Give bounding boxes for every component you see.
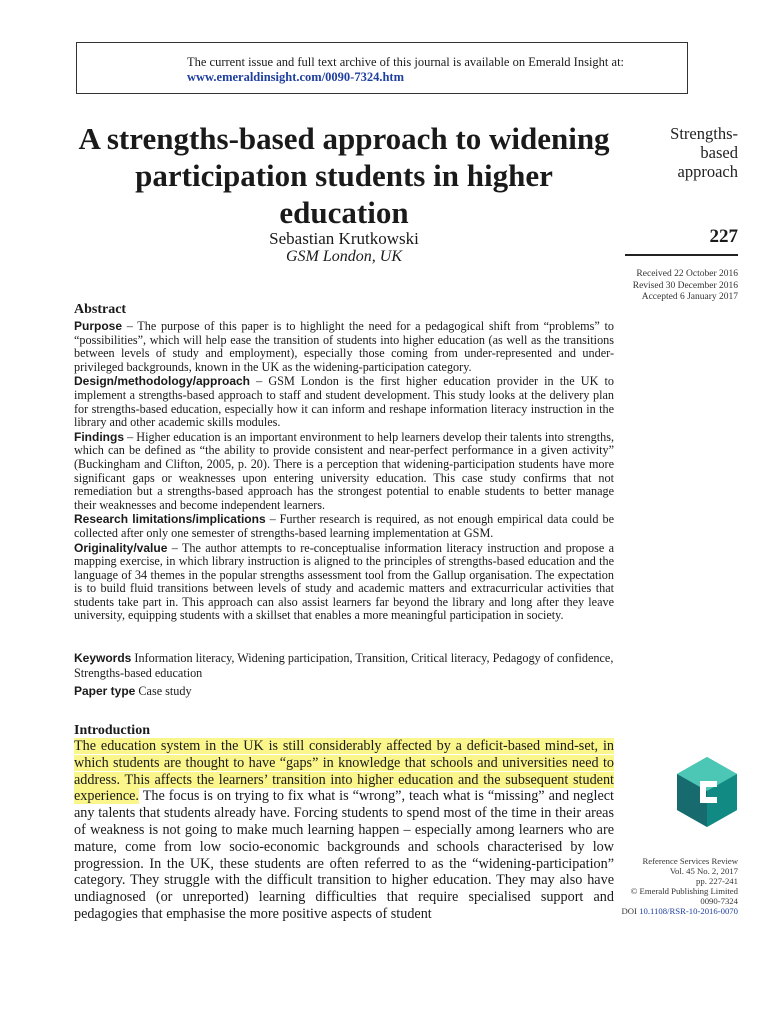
journal-copyright: © Emerald Publishing Limited	[630, 886, 738, 896]
archive-url-link[interactable]: www.emeraldinsight.com/0090-7324.htm	[187, 70, 404, 84]
introduction-heading: Introduction	[74, 723, 150, 738]
emerald-logo-icon	[677, 757, 737, 827]
keywords	[74, 651, 614, 681]
accepted-date: Accepted 6 January 2017	[641, 292, 738, 302]
revised-date: Revised 30 December 2016	[632, 280, 738, 291]
findings-label: Findings	[74, 429, 124, 444]
submission-dates	[633, 269, 738, 304]
running-head-line: approach	[677, 162, 738, 181]
originality-label: Originality/value	[74, 540, 168, 555]
research-label: Research limitations/implications	[74, 512, 266, 527]
journal-pages: pp. 227-241	[696, 876, 738, 886]
keywords-label: Keywords	[74, 651, 132, 665]
journal-name: Reference Services Review	[642, 856, 738, 866]
design-text: – GSM London is the first higher education provider in the UK to implement a strengths-based approach to staff and student development. This study looks at the delivery plan for strengths-based education, especially how it can inform and reshape information literacy instruction in the library and other academic skills modules.	[74, 374, 614, 430]
journal-volume: Vol. 45 No. 2, 2017	[669, 866, 738, 876]
introduction-body	[74, 738, 614, 923]
abstract-design	[74, 375, 614, 429]
page-number: 227	[709, 226, 738, 247]
purpose-label: Purpose	[74, 319, 123, 333]
archive-notice-text: The current issue and full text archive of this journal is available on Emerald Insight at:	[187, 55, 625, 69]
sidebar-divider	[625, 254, 738, 256]
doi-label: DOI	[621, 906, 637, 916]
paper-type	[74, 684, 192, 699]
journal-issn: 0090-7324	[700, 896, 738, 906]
abstract-originality	[74, 542, 614, 624]
paper-type-label: Paper type	[74, 684, 136, 698]
design-label: Design/methodology/approach	[74, 374, 251, 389]
abstract-research	[74, 513, 614, 540]
highlighted-text[interactable]: The education system in the UK is still considerably affected by a deficit-based mind-set, in which students are thought to have “gaps” in knowledge that schools and universities need to address. This affects the learners’ transition into higher education and the subsequent student experience.	[74, 738, 614, 805]
abstract-body	[74, 320, 614, 624]
introduction-text: The focus is on trying to fix what is “wrong”, teach what is “missing” and neglect any talents that students already have. Forcing students to spend most of the time in their areas of weakness is not going to make much learning happen – especially among learners who are mature, come from low socio-economic backgrounds and schools characterised by low progression. In the UK, these students are often referred to as the “widening-participation” category. They struggle with the difficult transition to higher education. They may also have undiagnosed (or unreported) learning difficulties that require specialised support and pedagogies that emphasise the more positive aspects of student	[74, 788, 614, 922]
keywords-text: Information literacy, Widening participation, Transition, Critical literacy, Pedagogy of confidence, Strengths-based education	[74, 651, 614, 680]
running-head-line: based	[700, 143, 738, 162]
article-title: A strengths-based approach to widening participation students in higher education	[78, 121, 610, 230]
archive-notice-box	[76, 42, 688, 94]
author-name: Sebastian Krutkowski	[269, 229, 419, 248]
author-affiliation: GSM London, UK	[285, 248, 402, 265]
running-head	[670, 124, 738, 181]
findings-text: – Higher education is an important environment to help learners develop their talents into strengths, which can be defined as “the ability to provide consistent and near-perfect performance in a given activity” (Buckingham and Clifton, 2005, p. 20). There is a perception that widening-participation students have more significant gaps or weaknesses upon entering university education. This case study confirms that not remediation but a strengths-based approach has the strongest potential to enable students to better manage their weaknesses and become independent learners.	[74, 429, 614, 512]
abstract-purpose	[74, 320, 614, 374]
paper-type-text: Case study	[135, 684, 192, 698]
purpose-text: – The purpose of this paper is to highlight the need for a pedagogical shift from “problems” to “possibilities”, which will help ease the transition of students into higher education (as well as the transitions between levels of study and employment), especially those coming from under-represented and under-privileged backgrounds, known in the UK as the widening-participation category.	[74, 319, 614, 374]
research-text: – Further research is required, as not enough empirical data could be collected after only one semester of strengths-based learning implementation at GSM.	[74, 512, 614, 540]
running-head-line: Strengths-	[670, 124, 738, 143]
received-date: Received 22 October 2016	[636, 269, 738, 279]
abstract-heading: Abstract	[74, 302, 127, 317]
doi-link[interactable]: 10.1108/RSR-10-2016-0070	[639, 906, 738, 916]
doi-line	[622, 906, 739, 916]
journal-info	[622, 856, 739, 916]
originality-text: – The author attempts to re-conceptualise information literacy instruction and propose a mapping exercise, in which library instruction is aligned to the principles of strengths-based education and the language of 34 themes in the popular strengths assessment tool from the Gallup organisation. The expectation is to build fluid transitions between levels of study and academic matters and extracurricular activities that students take part in. This approach can also assist learners far beyond the library and long after they leave university, equipping students with a skillset that enables a more meaningful participation in society.	[74, 540, 614, 623]
abstract-findings	[74, 431, 614, 513]
